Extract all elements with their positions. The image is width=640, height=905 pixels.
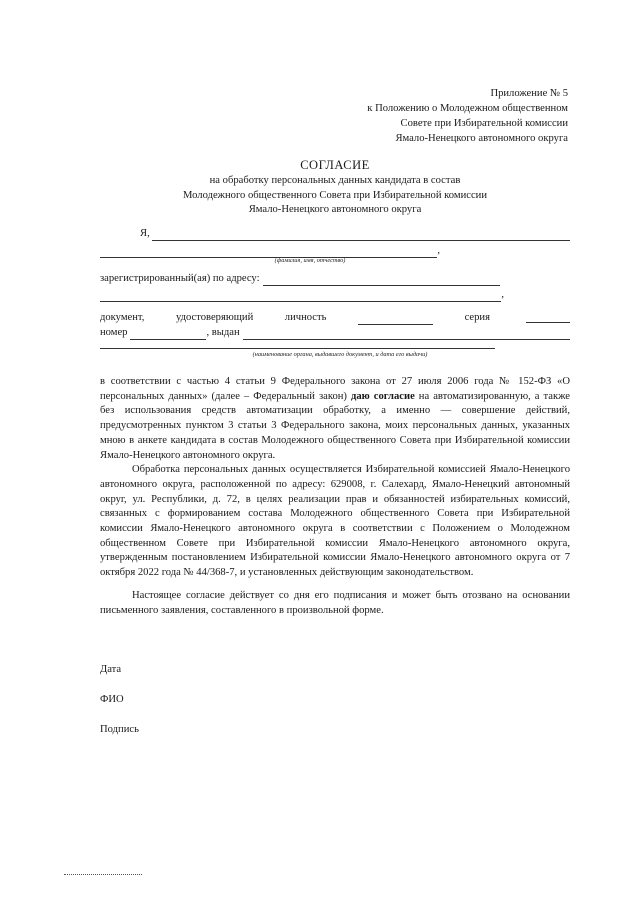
number-field[interactable] [130, 328, 206, 340]
document-word: документ, [100, 312, 145, 323]
paragraph-2: Обработка персональных данных осуществляется Избирательной комиссией Ямало-Ненецкого автономного округа, расположенной по адресу: 629008, г. Салехард, Ямало-Ненецкий автономный округ, ул. Республики, д. 72, в целях реализации прав и обязанностей избирательных комиссий, связанных с формированием состава Молодежного общественного Совета при Избирательной комиссии Ямало-Ненецкого автономного округа в соответствии с Положением о Молодежном общественном Совете при Избирательной комиссии Ямало-Ненецкого автономного округа, утвержденным постановлением Избирательной комиссии Ямало-Ненецкого автономного округа от 7 октября 2022 года № 44/368-7, и установленных действующим законодательством. [100, 464, 570, 579]
paragraph-1-end: на автоматизированную, а также без использования средств автоматизации обработку, а именно — совершение действий, предусмотренных пунктом 3 статьи 3 Федерального закона, моих персональных данных, указанных мною в анкете кандидата в состав Молодежного общественного Совета при Избирательной комиссии Ямало-Ненецкого автономного округа. [100, 390, 571, 461]
i-label: Я, [140, 228, 150, 239]
paragraph-1 [100, 375, 570, 463]
signature-label: Подпись [100, 724, 139, 735]
address-field-line-1[interactable] [263, 274, 500, 286]
issued-field-line-1[interactable] [243, 328, 570, 340]
paragraph-1-start: в соответствии с частью 4 статьи 9 Федерального закона от 27 июля 2006 года № 152-ФЗ «О персональных данных» (далее – Федеральный закон) [100, 376, 570, 402]
document-title-block [100, 157, 570, 218]
appendix-header [318, 86, 568, 146]
address-row [100, 272, 500, 286]
subtitle-line-2: Молодежного общественного Совета при Избирательной комиссии [182, 189, 487, 201]
issued-field-line-2[interactable] [100, 348, 495, 349]
name-field-line-1[interactable] [152, 229, 570, 241]
appendix-line-2: к Положению о Молодежном общественном [367, 103, 568, 114]
number-row [100, 326, 570, 340]
consent-body [100, 375, 570, 618]
registered-label: зарегистрированный(ая) по адресу: [100, 273, 260, 284]
name-row-2 [100, 244, 440, 258]
series-field[interactable] [526, 311, 570, 323]
series-row [526, 311, 570, 323]
name-note: (фамилия, имя, отчество) [274, 257, 346, 264]
date-label: Дата [100, 664, 122, 675]
address-comma: , [501, 289, 504, 300]
appendix-line-1: Приложение № 5 [490, 88, 568, 99]
subtitle-line-1: на обработку персональных данных кандидата в состав [209, 175, 461, 186]
name-row [140, 227, 570, 241]
certifying-word: удостоверяющий [175, 312, 254, 323]
number-label: номер [100, 327, 128, 338]
appendix-line-3: Совете при Избирательной комиссии [400, 118, 568, 129]
address-field-line-2[interactable] [100, 290, 501, 302]
issued-note: (наименование органа, выдавшего документ, и дата его выдачи) [252, 351, 428, 358]
address-row-2 [100, 288, 504, 302]
identity-word: личность [284, 312, 327, 323]
paragraph-1-bold: даю согласие [350, 390, 415, 402]
blank-line [358, 313, 433, 325]
issued-label: , выдан [206, 327, 240, 338]
document-row [100, 311, 490, 325]
name-comma: , [437, 245, 440, 256]
document-title: СОГЛАСИЕ [300, 158, 370, 172]
subtitle-line-3: Ямало-Ненецкого автономного округа [248, 204, 422, 216]
fio-label: ФИО [100, 694, 124, 705]
series-label: серия [464, 312, 490, 323]
paragraph-3: Настоящее согласие действует со дня его подписания и может быть отозвано на основании письменного заявления, составленного в произвольной форме. [100, 589, 570, 616]
footer-mark [64, 874, 142, 875]
appendix-line-4: Ямало-Ненецкого автономного округа [395, 133, 568, 144]
